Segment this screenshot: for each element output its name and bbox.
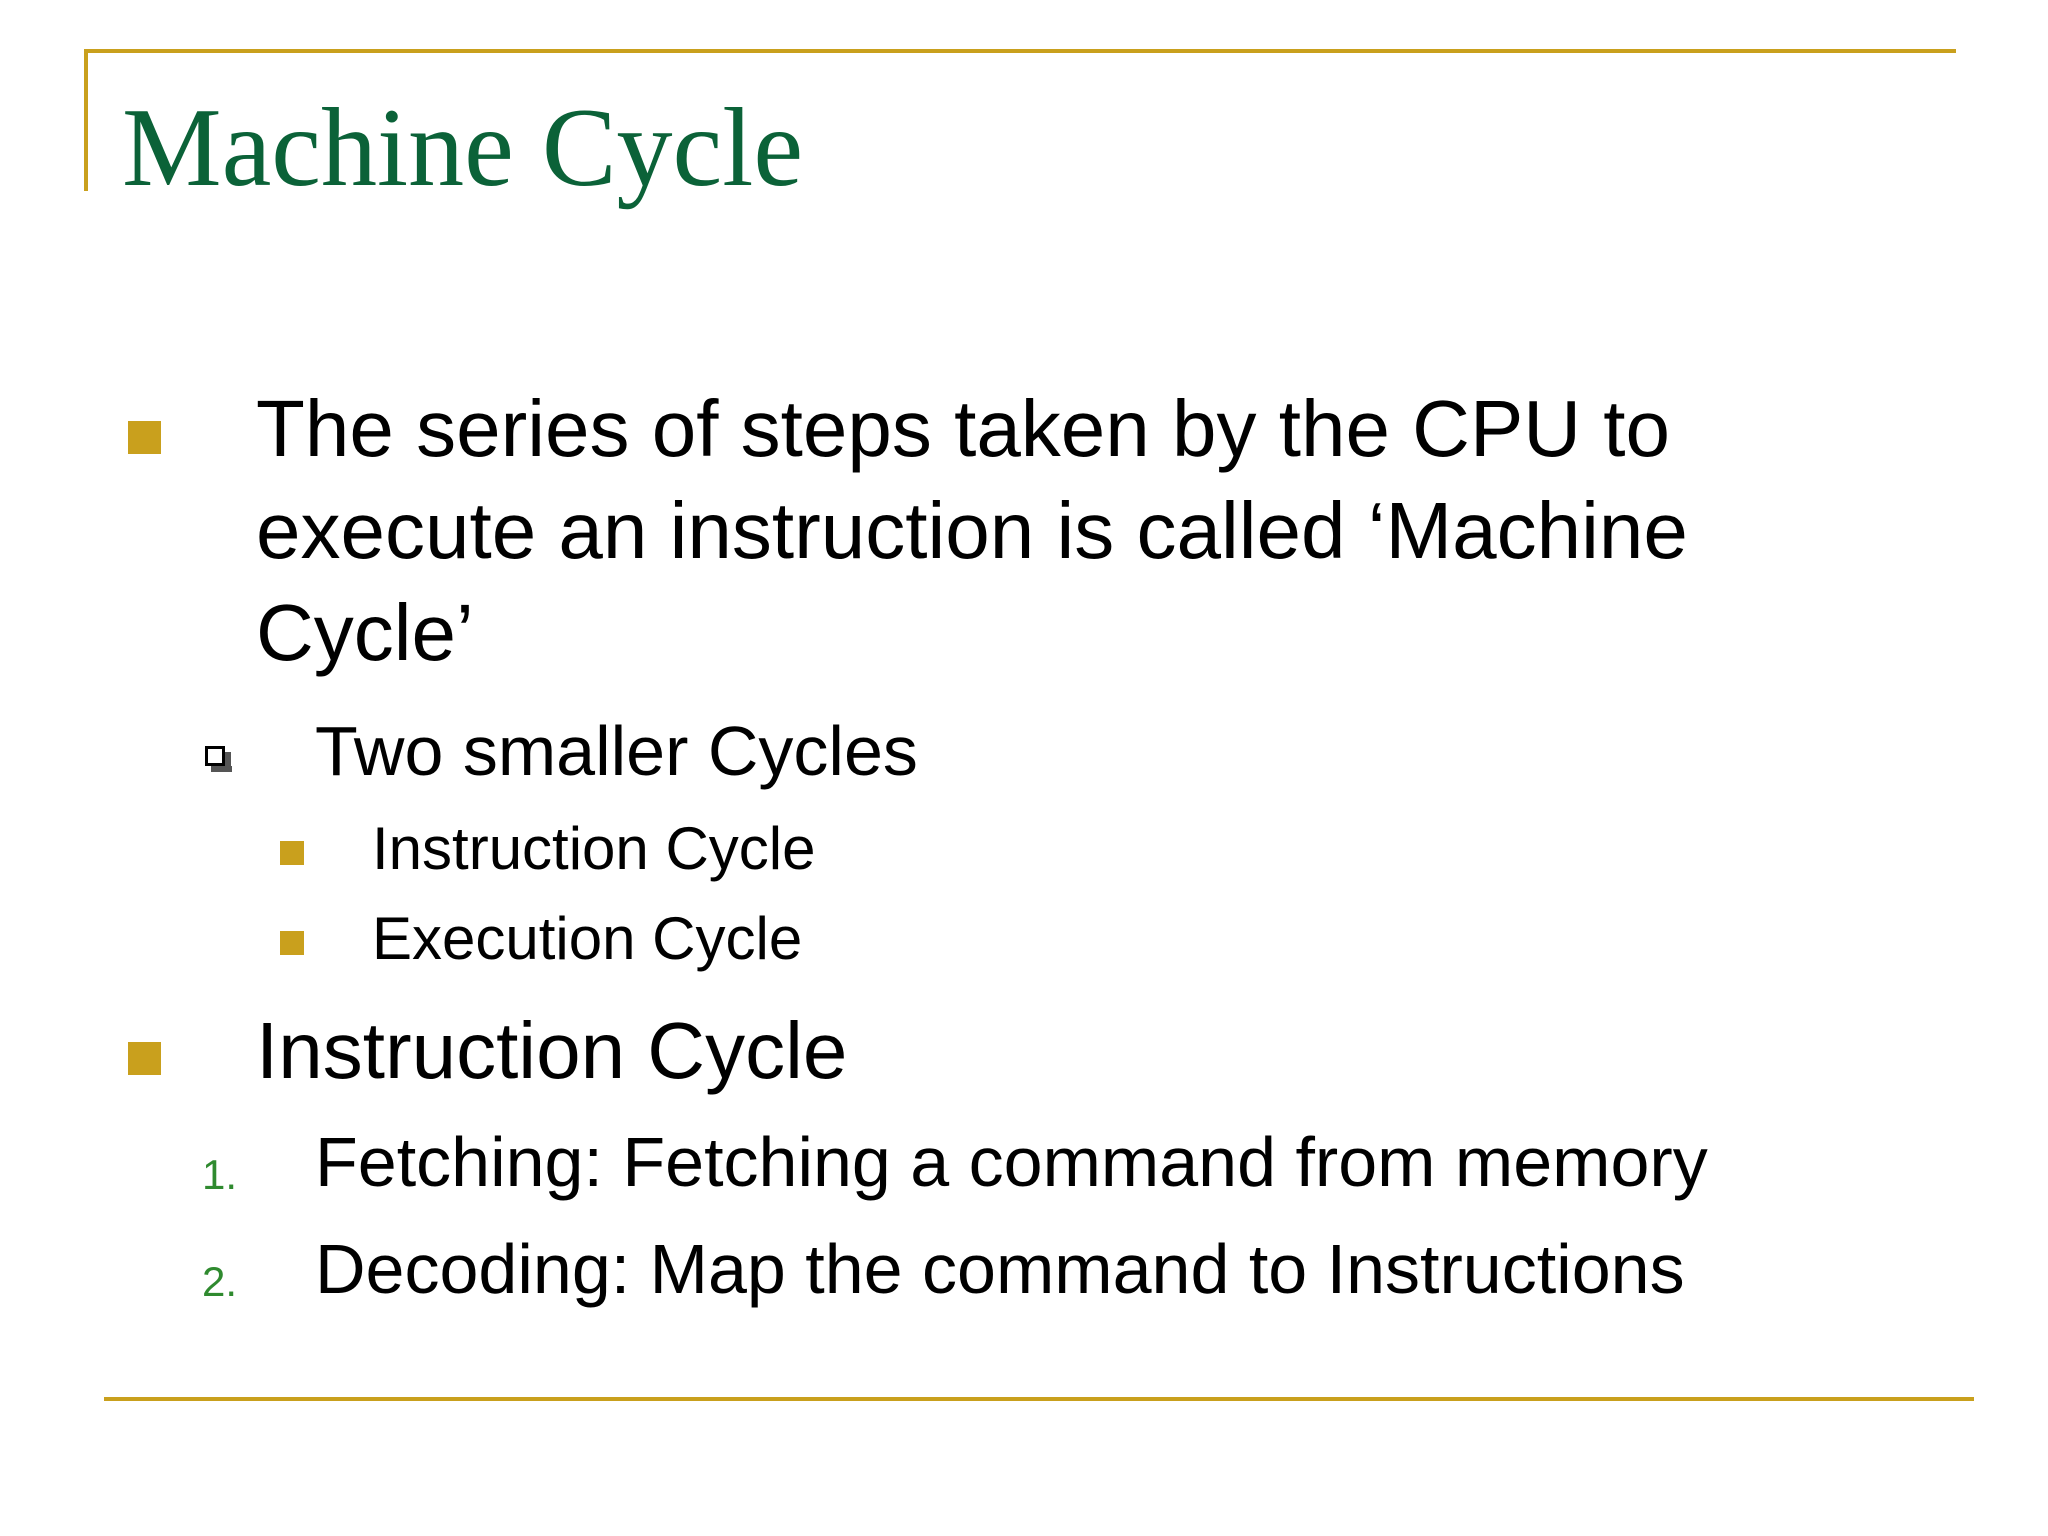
sub-sub-bullet-text: Execution Cycle <box>372 905 803 972</box>
top-rule <box>84 49 1956 53</box>
list-number: 1. <box>202 1151 238 1198</box>
numbered-item-text: Fetching: Fetching a command from memory <box>315 1123 1708 1201</box>
square-bullet-icon <box>128 421 161 454</box>
bullet-text: Instruction Cycle <box>256 1006 848 1095</box>
square-bullet-icon <box>128 1042 161 1075</box>
numbered-item-text: Decoding: Map the command to Instructions <box>315 1230 1685 1308</box>
square-bullet-icon <box>280 931 304 955</box>
sub-bullet-text: Two smaller Cycles <box>315 712 918 790</box>
slide-title: Machine Cycle <box>122 86 804 210</box>
bullet-text-line: execute an instruction is called ‘Machine <box>256 486 1688 575</box>
sub-sub-bullet-text: Instruction Cycle <box>372 815 816 882</box>
left-rule <box>84 49 88 191</box>
list-number: 2. <box>202 1258 238 1305</box>
bullet-text-line: Cycle’ <box>256 588 474 677</box>
square-bullet-icon <box>280 841 304 865</box>
bullet-text-line: The series of steps taken by the CPU to <box>256 384 1671 473</box>
bottom-rule <box>104 1397 1974 1401</box>
shadowed-box-bullet-icon <box>205 746 234 775</box>
